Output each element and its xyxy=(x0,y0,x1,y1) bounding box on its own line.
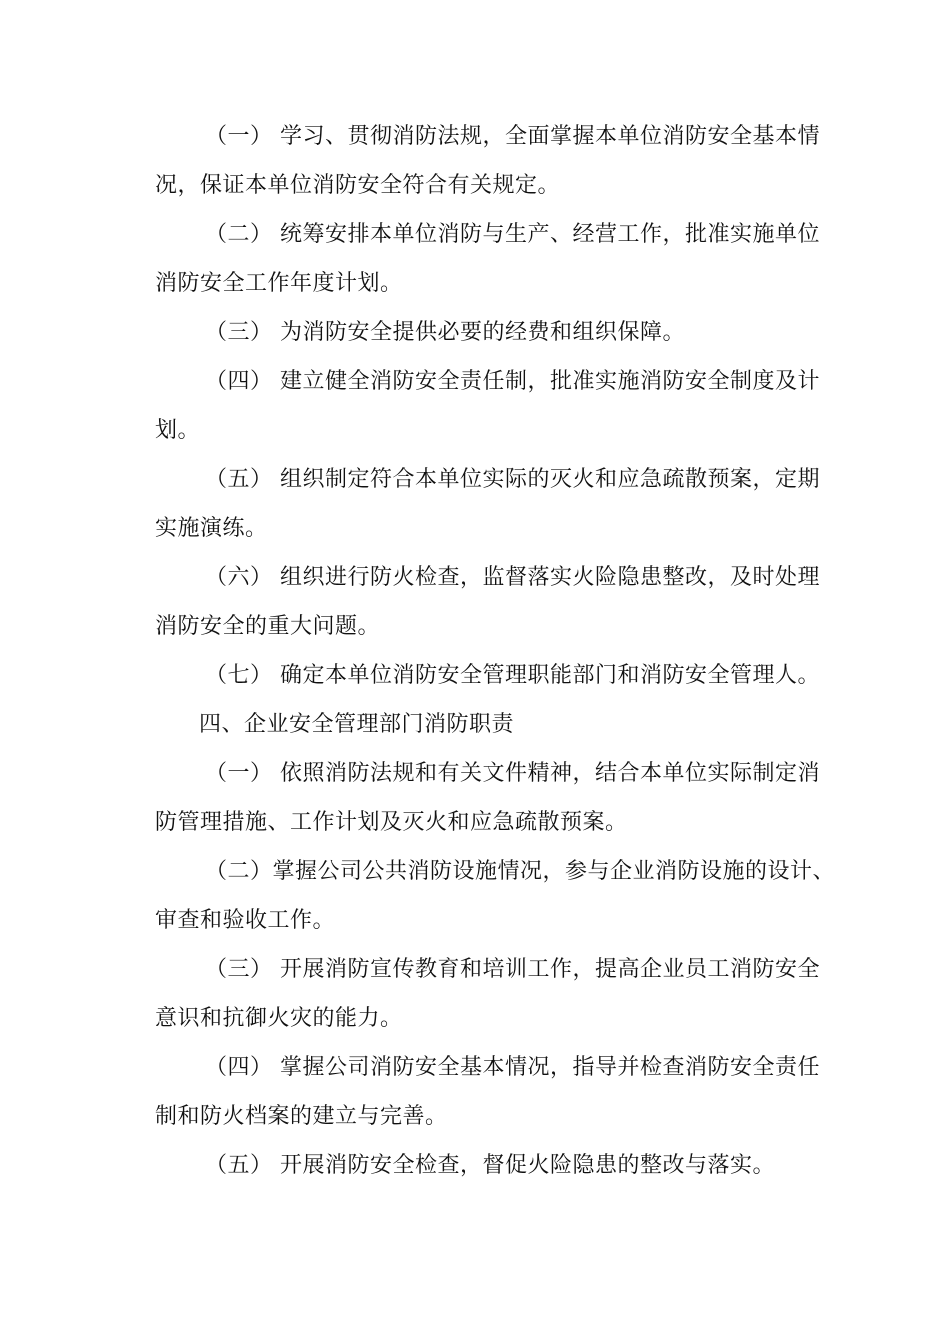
paragraph-line: （六） 组织进行防火检查，监督落实火险隐患整改，及时处理 xyxy=(205,565,820,590)
paragraph-duty-2 xyxy=(155,210,820,308)
paragraph-duty-3 xyxy=(155,308,810,357)
paragraph-dept-duty-2 xyxy=(155,847,836,945)
paragraph-line: （二） 统筹安排本单位消防与生产、经营工作，批准实施单位 xyxy=(205,222,820,247)
paragraph-duty-1 xyxy=(155,112,820,210)
paragraph-line: 消防安全的重大问题。 xyxy=(155,614,381,639)
paragraph-line: （三） 为消防安全提供必要的经费和组织保障。 xyxy=(205,320,685,345)
paragraph-line: （四） 掌握公司消防安全基本情况，指导并检查消防安全责任 xyxy=(205,1055,820,1080)
paragraph-line: 况，保证本单位消防安全符合有关规定。 xyxy=(155,173,561,198)
section-heading-text: 四、企业安全管理部门消防职责 xyxy=(199,712,515,737)
paragraph-line: 划。 xyxy=(155,418,201,443)
paragraph-line: （七） 确定本单位消防安全管理职能部门和消防安全管理人。 xyxy=(205,663,820,688)
paragraph-duty-5 xyxy=(155,455,820,553)
paragraph-line: （一） 依照消防法规和有关文件精神，结合本单位实际制定消 xyxy=(205,761,820,786)
paragraph-line: （四） 建立健全消防安全责任制，批准实施消防安全制度及计 xyxy=(205,369,820,394)
paragraph-line: （一） 学习、贯彻消防法规，全面掌握本单位消防安全基本情 xyxy=(205,124,820,149)
paragraph-dept-duty-3 xyxy=(155,945,820,1043)
paragraph-line: 实施演练。 xyxy=(155,516,268,541)
paragraph-dept-duty-5 xyxy=(155,1141,810,1190)
paragraph-line: 防管理措施、工作计划及灭火和应急疏散预案。 xyxy=(155,810,628,835)
paragraph-line: （五） 组织制定符合本单位实际的灭火和应急疏散预案，定期 xyxy=(205,467,820,492)
paragraph-line: （三） 开展消防宣传教育和培训工作，提高企业员工消防安全 xyxy=(205,957,820,982)
paragraph-duty-6 xyxy=(155,553,820,651)
paragraph-duty-4 xyxy=(155,357,820,455)
section-heading xyxy=(155,700,810,749)
document-body xyxy=(155,112,836,1190)
paragraph-line: （五） 开展消防安全检查，督促火险隐患的整改与落实。 xyxy=(205,1153,775,1178)
paragraph-line: 制和防火档案的建立与完善。 xyxy=(155,1104,448,1129)
paragraph-dept-duty-4 xyxy=(155,1043,820,1141)
paragraph-line: （二）掌握公司公共消防设施情况，参与企业消防设施的设计、 xyxy=(205,859,836,884)
paragraph-duty-7 xyxy=(155,651,820,700)
paragraph-line: 消防安全工作年度计划。 xyxy=(155,271,403,296)
paragraph-line: 意识和抗御火灾的能力。 xyxy=(155,1006,403,1031)
paragraph-line: 审查和验收工作。 xyxy=(155,908,336,933)
paragraph-dept-duty-1 xyxy=(155,749,820,847)
